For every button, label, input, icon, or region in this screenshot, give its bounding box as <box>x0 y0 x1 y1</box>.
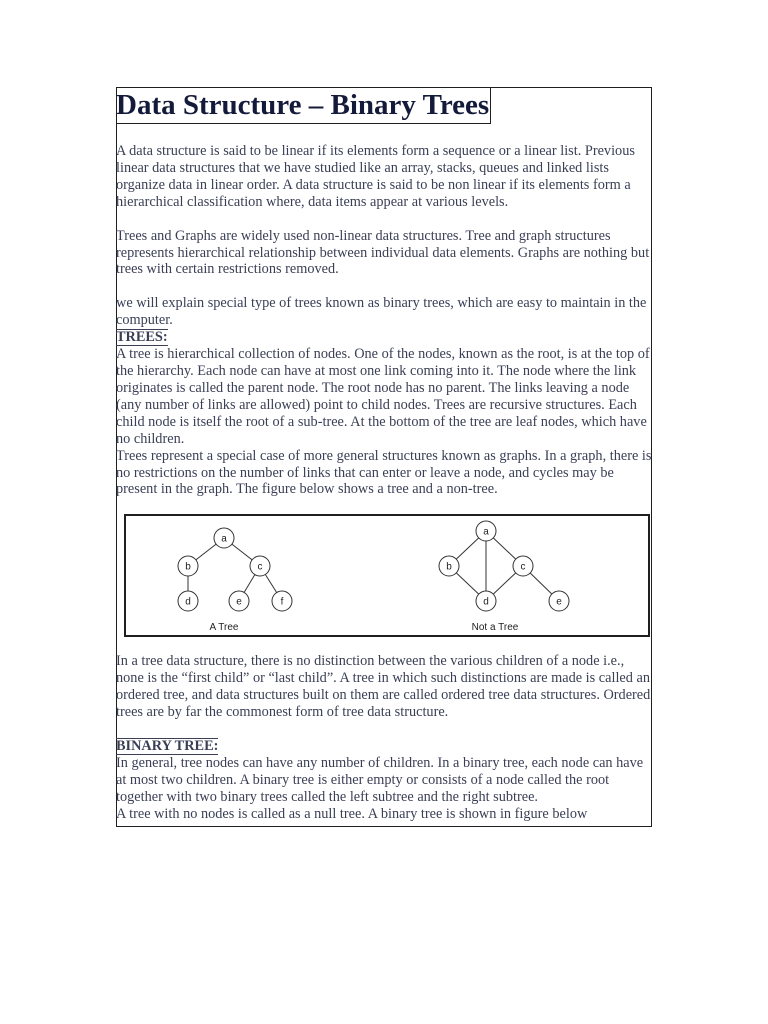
tree-node-a: a <box>221 533 227 545</box>
non-tree-nodes <box>439 521 569 611</box>
non-tree-node-e: e <box>556 596 562 608</box>
paragraph-ordered-tree: In a tree data structure, there is no distinction between the various children of a node i.e., none is the “first child” or “last child”. A tree in which such distinctions are made is called an ordered tree, and data structures built on them are called ordered tree data structures. Ordered trees are by far the commonest form of tree data structure. <box>116 653 651 721</box>
tree-node-e: e <box>236 596 242 608</box>
page-title: Data Structure – Binary Trees <box>116 88 491 124</box>
non-tree-node-labels <box>446 527 562 608</box>
non-tree-node-a: a <box>483 526 489 538</box>
non-tree-node-c: c <box>520 561 526 573</box>
non-tree-edges <box>449 531 559 601</box>
tree-nodes <box>178 528 292 611</box>
paragraph-binary-tree-definition: In general, tree nodes can have any number of children. In a binary tree, each node can have at most two children. A binary tree is either empty or consists of a node called the root together with two binary trees called the left subtree and the right subtree. <box>116 754 644 805</box>
tree-node-b: b <box>185 561 191 573</box>
paragraph-binary-intro: we will explain special type of trees known as binary trees, which are easy to maintain in the computer. <box>116 295 647 329</box>
tree-node-f: f <box>280 596 284 608</box>
spacer <box>116 721 652 738</box>
spacer <box>116 211 652 228</box>
non-tree-caption: Not a Tree <box>471 622 519 633</box>
tree-caption: A Tree <box>209 622 239 633</box>
tree-node-d: d <box>185 596 191 608</box>
spacer <box>116 278 652 295</box>
non-tree-node-b: b <box>446 561 452 573</box>
paragraph-tree-definition: A tree is hierarchical collection of nodes. One of the nodes, known as the root, is at the top of the hierarchy. Each node can have at most one link coming into it. The node where the link originates is called the parent node. The root node has no parent. The links leaving a node (any number of links are allowed) point to child nodes. Trees are recursive structures. Each child node is itself the root of a sub-tree. At the bottom of the tree are leaf nodes, which have no children. <box>116 346 650 447</box>
tree-comparison-figure <box>124 514 650 637</box>
tree-node-c: c <box>257 561 263 573</box>
document-body <box>116 88 652 823</box>
non-tree-node-d: d <box>483 596 489 608</box>
paragraph-graphs: Trees represent a special case of more general structures known as graphs. In a graph, there is no restrictions on the number of links that can enter or leave a node, and cycles may be present in the graph. The figure below shows a tree and a non-tree. <box>116 447 652 498</box>
section-heading-trees: TREES: <box>116 329 168 346</box>
section-heading-binary-tree: BINARY TREE: <box>116 737 219 754</box>
paragraph-linear: A data structure is said to be linear if its elements form a sequence or a linear list. Previous linear data structures that we have studied like an array, stacks, queues and linked lists organize data in linear order. A data structure is said to be non linear if its elements form a hierarchical classification where, data items appear at various levels. <box>116 143 635 210</box>
paragraph-null-tree: A tree with no nodes is called as a null tree. A binary tree is shown in figure below <box>116 805 588 822</box>
tree-diagram-svg <box>126 516 648 635</box>
paragraph-trees-graphs: Trees and Graphs are widely used non-linear data structures. Tree and graph structures represents hierarchical relationship between individual data elements. Graphs are nothing but trees with certain restrictions removed. <box>116 227 650 278</box>
